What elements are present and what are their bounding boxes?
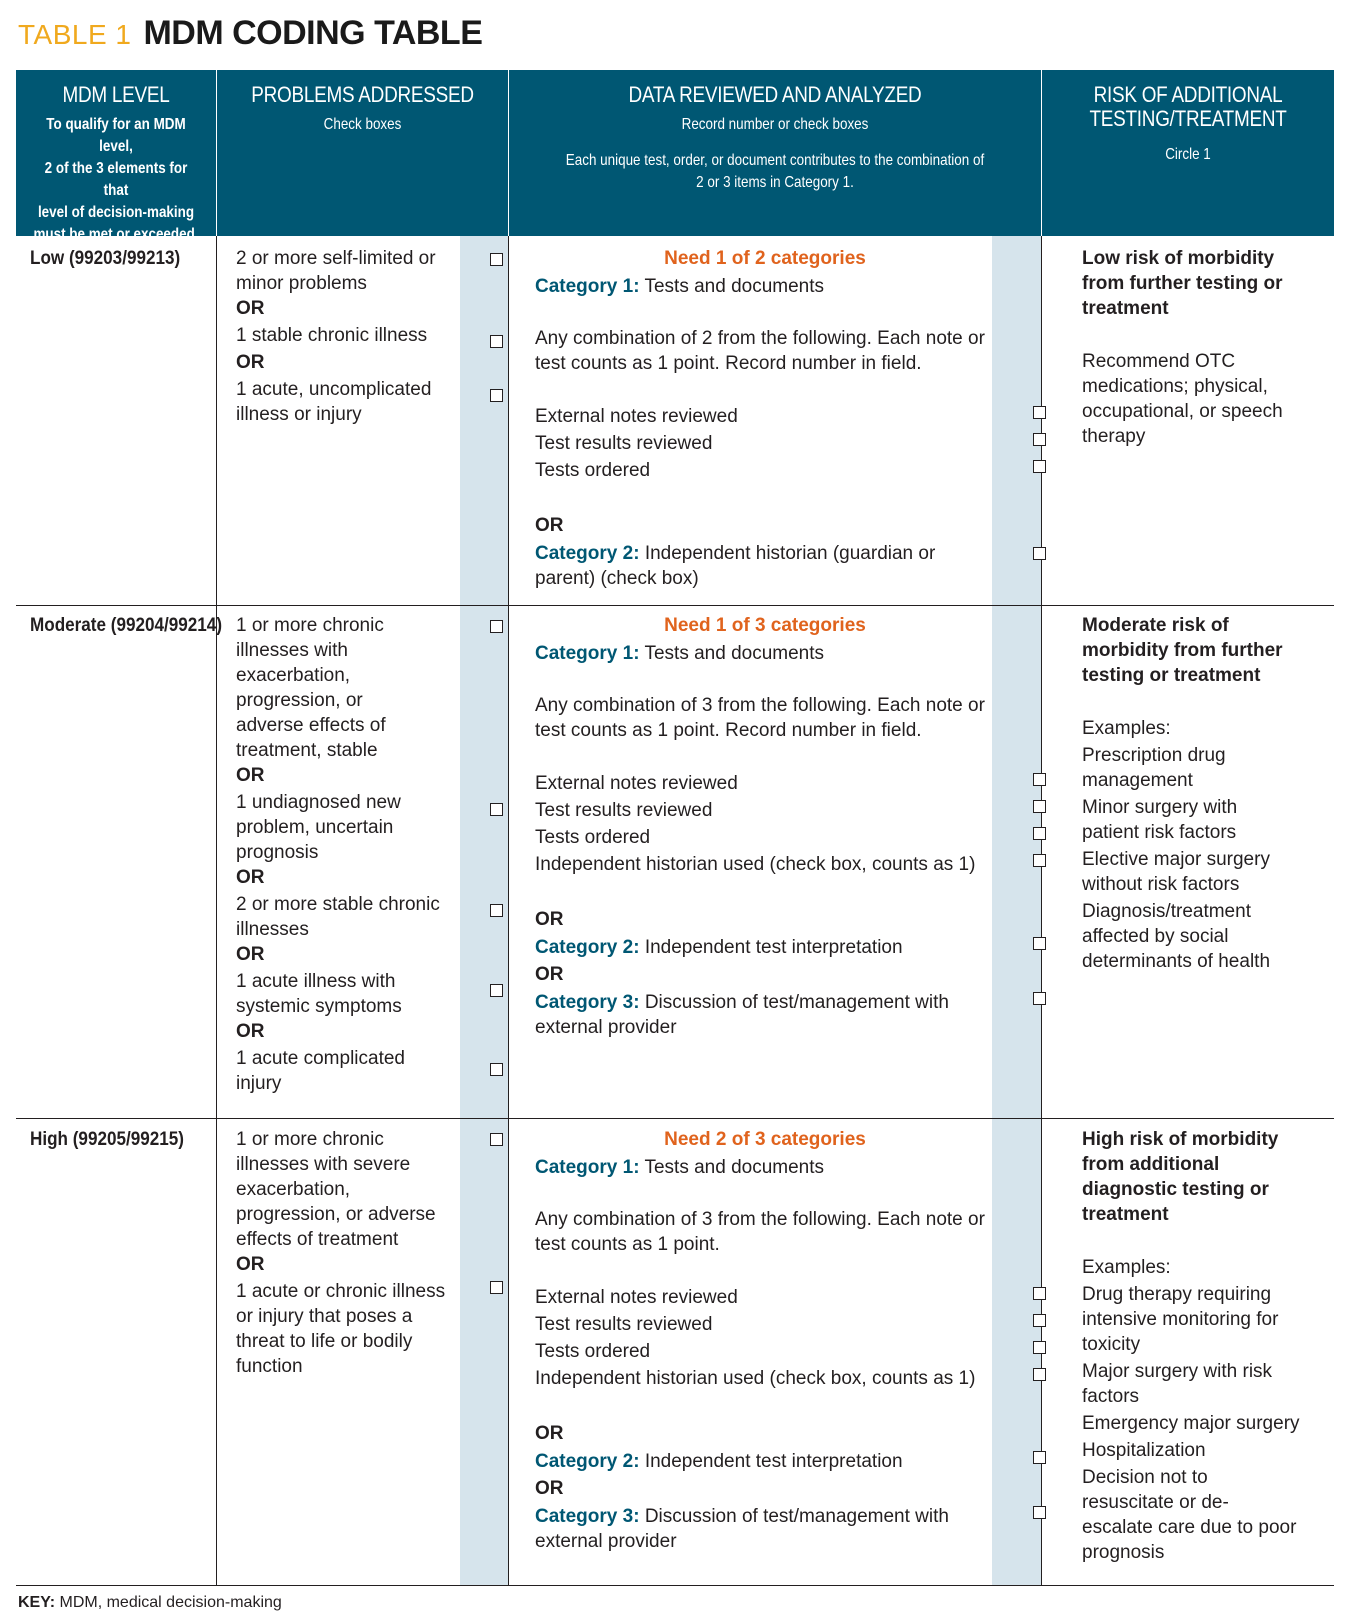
- data-checkbox[interactable]: [1033, 937, 1046, 950]
- level-moderate: Moderate (99204/99214): [30, 615, 223, 636]
- risk-low: Low risk of morbidity from further testing or treatment Recommend OTC medications; physical, occupational, or speech therapy: [1082, 248, 1283, 447]
- data-checkbox[interactable]: [1033, 460, 1046, 473]
- problem-checkbox[interactable]: [490, 389, 503, 402]
- data-checkbox[interactable]: [1033, 1506, 1046, 1519]
- data-low: Need 1 of 2 categories Category 1: Tests and documents Any combination of 2 from the following. Each note or test counts as 1 point. Record number in field. External notes reviewed Test results reviewed Tests ordered OR Category 2: Independent historian (guardian or parent) (check box): [535, 248, 985, 589]
- table-key: KEY: MDM, medical decision-making: [18, 1594, 282, 1611]
- divider: [216, 236, 217, 1586]
- risk-high: High risk of morbidity from additional diagnostic testing or treatment Examples: Drug therapy requiring intensive monitoring for toxicity Major surgery with risk factors Emergency major surgery Hospitalization Decision not to resuscitate or de- escalate care due to poor prognosis: [1082, 1129, 1300, 1563]
- data-moderate: Need 1 of 3 categories Category 1: Tests and documents Any combination of 3 from the following. Each note or test counts as 1 point. Record number in field. External notes reviewed Test results reviewed Tests ordered Independent historian used (check box, counts as 1) OR Category 2: Independent test interpretation OR Category 3: Discussion of test/management with external provider: [535, 615, 985, 1038]
- problem-checkbox[interactable]: [490, 620, 503, 633]
- data-checkbox[interactable]: [1033, 1287, 1046, 1300]
- data-checkbox[interactable]: [1033, 773, 1046, 786]
- divider: [508, 236, 509, 1586]
- data-checkbox[interactable]: [1033, 406, 1046, 419]
- risk-moderate: Moderate risk of morbidity from further testing or treatment Examples: Prescription drug management Minor surgery with patient risk factors Elective major surgery without risk factors Diagnosis/treatment affected by social determinants of health: [1082, 615, 1283, 972]
- problem-checkbox[interactable]: [490, 1133, 503, 1146]
- row-divider: [16, 605, 1334, 606]
- header-data-reviewed: DATA REVIEWED AND ANALYZED Record number or check boxes Each unique test, order, or document contributes to the combination of 2 or 3 items in Category 1.: [509, 70, 1041, 236]
- data-checkbox[interactable]: [1033, 1341, 1046, 1354]
- data-checkbox[interactable]: [1033, 433, 1046, 446]
- data-checkbox[interactable]: [1033, 827, 1046, 840]
- data-checkbox[interactable]: [1033, 800, 1046, 813]
- table-bottom-border: [16, 1585, 1334, 1586]
- problem-checkbox[interactable]: [490, 1063, 503, 1076]
- header-mdm-level: MDM LEVEL To qualify for an MDM level, 2 of the 3 elements for that level of decision-making must be met or exceeded.: [16, 70, 216, 236]
- header-risk: RISK OF ADDITIONAL TESTING/TREATMENT Circle 1: [1042, 70, 1334, 236]
- problem-checkbox[interactable]: [490, 253, 503, 266]
- problems-low: 2 or more self-limited or minor problems OR 1 stable chronic illness OR 1 acute, uncomplicated illness or injury: [236, 248, 436, 425]
- problem-checkbox[interactable]: [490, 335, 503, 348]
- problem-checkbox[interactable]: [490, 984, 503, 997]
- problem-checkbox[interactable]: [490, 803, 503, 816]
- data-checkbox[interactable]: [1033, 1368, 1046, 1381]
- table-title: [18, 14, 482, 56]
- row-divider: [16, 1118, 1334, 1119]
- data-checkbox[interactable]: [1033, 1451, 1046, 1464]
- level-high: High (99205/99215): [30, 1129, 184, 1150]
- header-problems-addressed: PROBLEMS ADDRESSED Check boxes: [217, 70, 508, 236]
- data-checkbox[interactable]: [1033, 992, 1046, 1005]
- problem-checkbox[interactable]: [490, 904, 503, 917]
- data-checkbox[interactable]: [1033, 1314, 1046, 1327]
- data-high: Need 2 of 3 categories Category 1: Tests and documents Any combination of 3 from the following. Each note or test counts as 1 point. External notes reviewed Test results reviewed Tests ordered Independent historian used (check box, counts as 1) OR Category 2: Independent test interpretation OR Category 3: Discussion of test/management with external provider: [535, 1129, 985, 1552]
- problems-high: 1 or more chronic illnesses with severe exacerbation, progression, or adverse effects of treatment OR 1 acute or chronic illness or injury that poses a threat to life or bodily function: [236, 1129, 446, 1377]
- table-heading: MDM CODING TABLE: [143, 14, 483, 52]
- data-checkbox[interactable]: [1033, 854, 1046, 867]
- problem-checkbox[interactable]: [490, 1281, 503, 1294]
- level-low: Low (99203/99213): [30, 248, 181, 269]
- data-checkbox[interactable]: [1033, 547, 1046, 560]
- table-label: TABLE 1: [18, 19, 132, 50]
- problems-moderate: 1 or more chronic illnesses with exacerbation, progression, or adverse effects of treatment, stable OR 1 undiagnosed new problem, uncertain prognosis OR 2 or more stable chronic illnesses OR 1 acute illness with systemic symptoms OR 1 acute complicated injury: [236, 615, 440, 1094]
